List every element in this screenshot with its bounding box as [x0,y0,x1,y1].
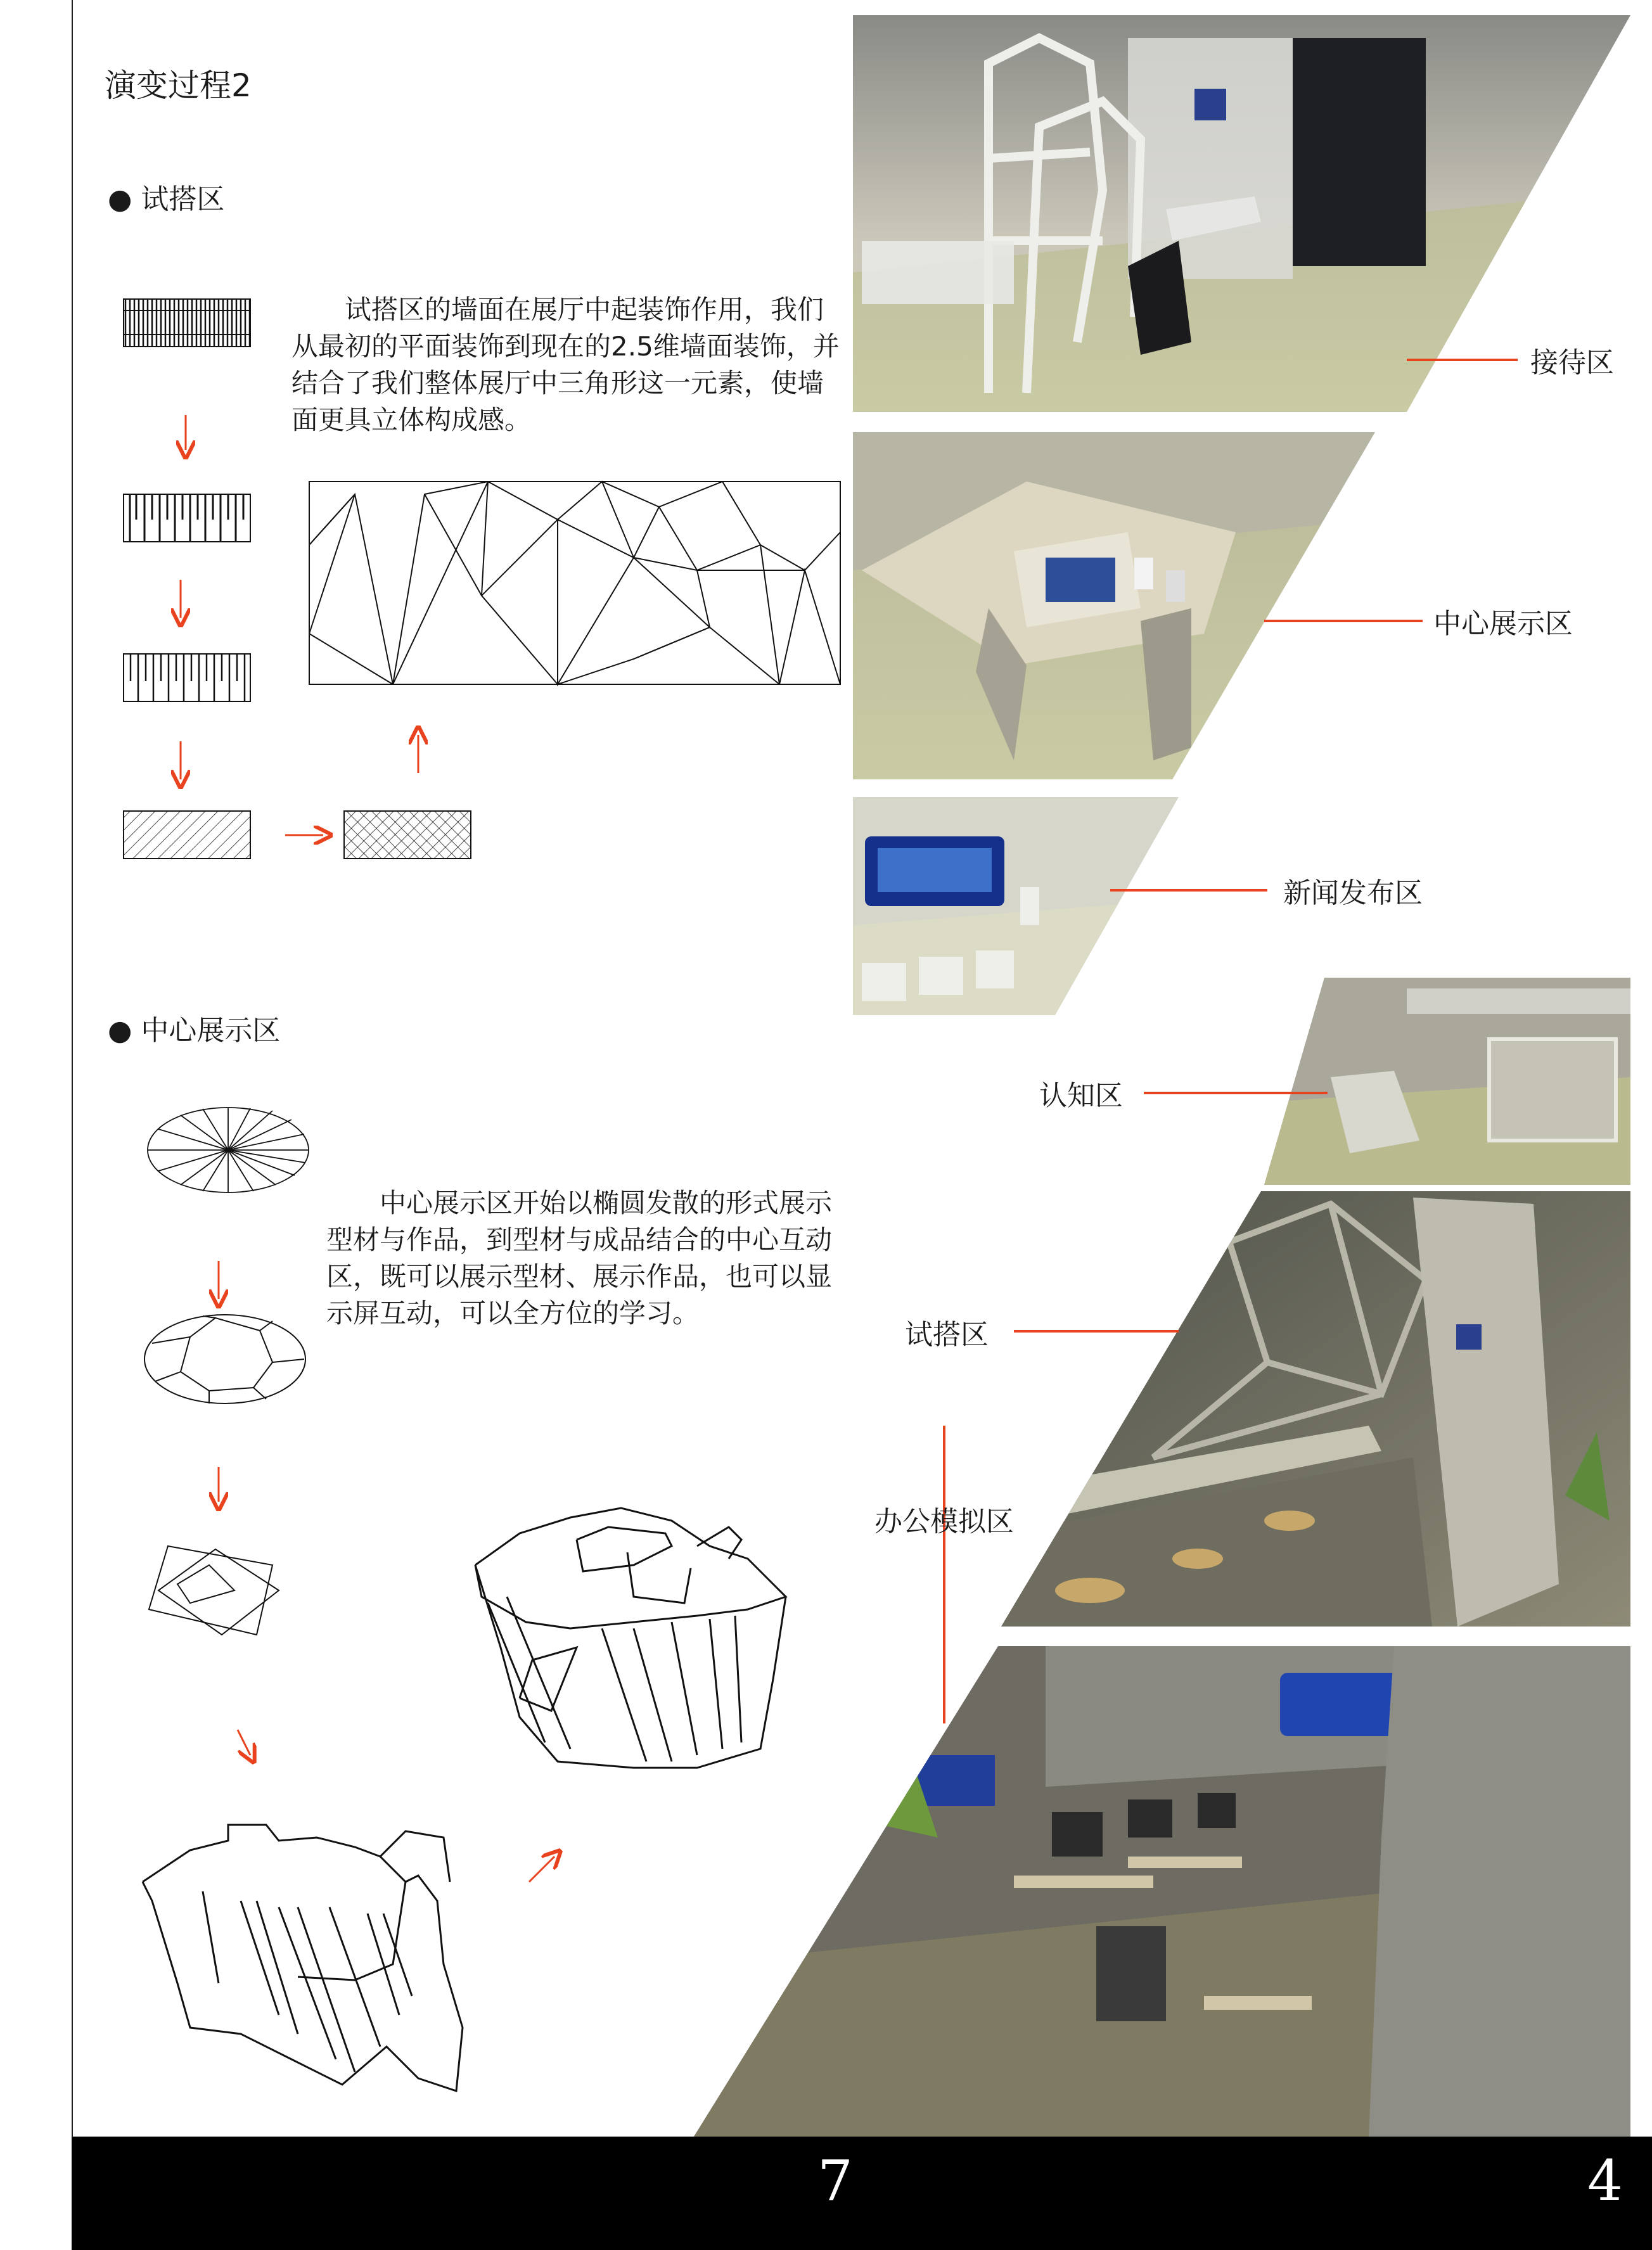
section-text-center: 中心展示区开始以椭圆发散的形式展示型材与作品，到型材与成品结合的中心互动区，既可以展示型材、展示作品，也可以显示屏互动，可以全方位的学习。 [326,1187,833,1329]
render-news [853,797,1179,1015]
render-cognition [1261,978,1630,1185]
label-reception: 接待区 [1530,347,1614,379]
page-title: 演变过程2 [105,67,252,104]
render-office [694,1646,1630,2137]
label-news: 新闻发布区 [1283,877,1423,909]
page-number-right: 4 [1587,2148,1623,2213]
section-heading-trial-text: 试搭区 [141,183,225,215]
render-reception [853,15,1630,412]
footer-bar [72,2137,1652,2250]
page-number-left: 7 [817,2148,853,2213]
label-cognition: 认知区 [1039,1080,1123,1112]
section-heading-center-text: 中心展示区 [141,1014,281,1047]
label-center-display: 中心展示区 [1433,608,1573,640]
bullet-icon: ● [108,183,132,215]
section-text-trial: 试搭区的墙面在展厅中起装饰作用，我们从最初的平面装饰到现在的2.5维墙面装饰，并结合了我们整体展厅中三角形这一元素，使墙面更具立体构成感。 [291,294,840,435]
render-trial [1001,1191,1630,1627]
label-office: 办公模拟区 [874,1505,1014,1538]
render-center-display [853,432,1375,779]
label-trial: 试搭区 [905,1319,989,1351]
bullet-icon: ● [108,1014,132,1047]
